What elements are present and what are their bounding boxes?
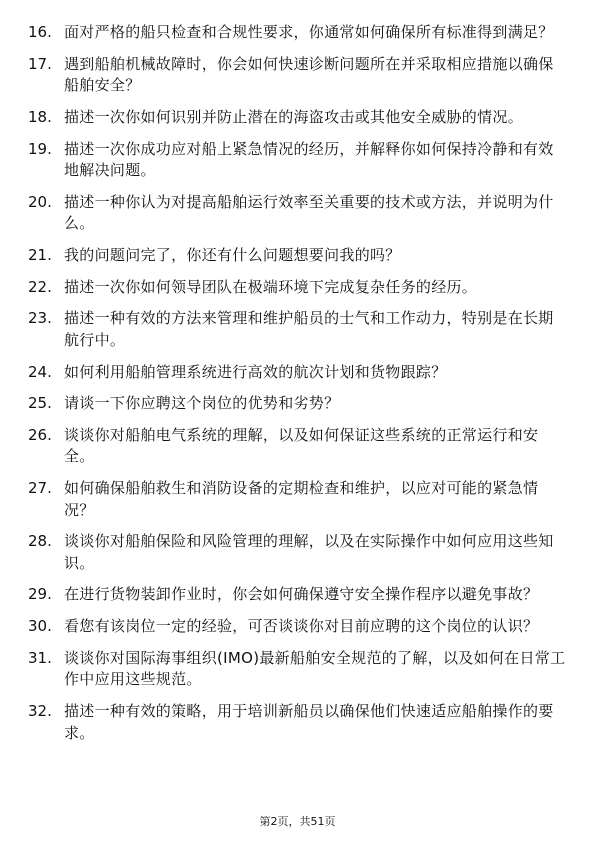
page-footer [0,815,595,829]
question-number: 26. [28,425,52,444]
question-text: 看您有该岗位一定的经验，可否谈谈你对目前应聘的这个岗位的认识？ [64,617,539,636]
question-number: 21. [28,245,52,264]
question-number: 28. [28,532,52,551]
question-text: 描述一种有效的方法来管理和维护船员的士气和工作动力，特别是在长期航行中。 [64,309,554,349]
question-text: 我的问题问完了，你还有什么问题想要问我的吗？ [64,245,401,264]
question-text: 面对严格的船只检查和合规性要求，你通常如何确保所有标准得到满足？ [64,23,554,41]
question-item [28,362,568,384]
question-item [28,701,568,744]
question-text: 遇到船舶机械故障时，你会如何快速诊断问题所在并采取相应措施以确保船舶安全？ [64,54,554,95]
question-text: 谈谈你对船舶电气系统的理解，以及如何保证这些系统的正常运行和安全。 [64,425,539,466]
question-number: 22. [28,277,52,296]
question-number: 31. [28,648,52,667]
question-item [28,308,568,351]
question-item [28,531,568,574]
question-number: 19. [28,139,52,158]
question-list [28,22,568,754]
question-item [28,393,568,415]
question-text: 描述一种你认为对提高船舶运行效率至关重要的技术或方法，并说明为什么。 [64,192,554,233]
question-text: 描述一次你如何识别并防止潜在的海盗攻击或其他安全威胁的情况。 [64,107,524,126]
question-number: 25. [28,394,52,413]
question-number: 24. [28,362,52,381]
question-item [28,616,568,638]
question-item [28,277,568,299]
question-text: 在进行货物装卸作业时，你会如何确保遵守安全操作程序以避免事故？ [64,585,539,604]
question-text: 描述一次你成功应对船上紧急情况的经历，并解释你如何保持冷静和有效地解决问题。 [64,139,554,180]
question-text: 谈谈你对船舶保险和风险管理的理解，以及在实际操作中如何应用这些知识。 [64,532,554,572]
question-item [28,139,568,182]
question-item [28,22,568,44]
question-text: 请谈一下你应聘这个岗位的优势和劣势？ [64,394,340,413]
question-item [28,648,568,691]
question-number: 17. [28,54,52,73]
question-text: 如何确保船舶救生和消防设备的定期检查和维护，以应对可能的紧急情况？ [64,479,539,519]
question-item [28,107,568,129]
question-text: 描述一次你如何领导团队在极端环境下完成复杂任务的经历。 [64,277,478,296]
question-number: 29. [28,585,52,604]
question-text: 如何利用船舶管理系统进行高效的航次计划和货物跟踪？ [64,362,447,381]
question-number: 30. [28,617,52,636]
question-text: 描述一种有效的策略，用于培训新船员以确保他们快速适应船舶操作的要求。 [64,702,554,742]
question-number: 16. [28,23,52,41]
question-item [28,425,568,468]
question-item [28,478,568,521]
question-item [28,245,568,267]
question-number: 32. [28,702,52,720]
question-item [28,192,568,235]
question-text: 谈谈你对国际海事组织(IMO)最新船舶安全规范的了解，以及如何在日常工作中应用这些规范。 [64,648,566,689]
page-number-label: 第2页，共51页 [259,815,336,828]
question-item [28,584,568,606]
question-number: 18. [28,107,52,126]
question-number: 23. [28,309,52,328]
question-number: 27. [28,479,52,498]
question-number: 20. [28,192,52,211]
question-item [28,54,568,97]
